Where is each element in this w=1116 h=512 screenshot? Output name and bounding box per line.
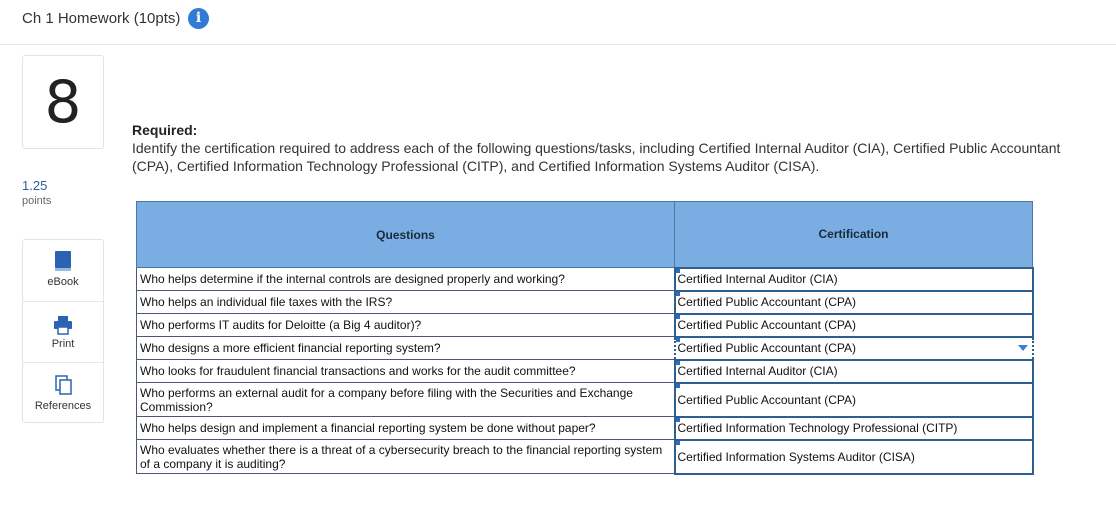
question-cell: Who helps an individual file taxes with the IRS?	[137, 291, 675, 314]
certification-table	[136, 201, 1034, 475]
table-row	[137, 337, 1033, 360]
question-cell: Who performs an external audit for a company before filing with the Securities and Exchange Commission?	[137, 383, 675, 417]
points-value: 1.25	[22, 178, 48, 193]
table-row	[137, 268, 1033, 291]
resource-tools	[22, 239, 104, 423]
question-cell: Who looks for fraudulent financial transactions and works for the audit committee?	[137, 360, 675, 383]
required-text: Identify the certification required to address each of the following questions/tasks, including Certified Internal Auditor (CIA), Certified Public Accountant (CPA), Certified Information Technology Professional (CITP), and Certified Information Systems Auditor (CISA).	[132, 140, 1061, 174]
questions-column-header: Questions	[137, 202, 675, 268]
info-circle-icon[interactable]: i	[188, 8, 209, 29]
print-label: Print	[51, 338, 75, 350]
question-cell: Who evaluates whether there is a threat of a cybersecurity breach to the financial reporting system of a company it is auditing?	[137, 440, 675, 474]
print-button[interactable]	[23, 301, 103, 362]
table-row	[137, 314, 1033, 337]
assignment-header	[0, 0, 1116, 45]
required-heading: Required:	[132, 122, 198, 138]
question-cell: Who performs IT audits for Deloitte (a Big 4 auditor)?	[137, 314, 675, 337]
table-row	[137, 440, 1033, 474]
table-header-row	[137, 202, 1033, 268]
certification-select[interactable]: Certified Public Accountant (CPA)	[675, 314, 1033, 337]
certification-select[interactable]: Certified Public Accountant (CPA)	[675, 291, 1033, 314]
chevron-down-icon[interactable]	[1018, 345, 1028, 351]
selected-value: Certified Public Accountant (CPA)	[677, 341, 857, 355]
printer-icon	[53, 315, 73, 335]
certification-column-header: Certification	[675, 202, 1033, 268]
points-label: points	[22, 195, 52, 207]
certification-select[interactable]: Certified Internal Auditor (CIA)	[675, 360, 1033, 383]
book-icon	[53, 250, 73, 272]
question-number: 8	[22, 55, 104, 149]
certification-select[interactable]: Certified Information Systems Auditor (CISA)	[675, 440, 1033, 474]
ebook-button[interactable]	[23, 240, 103, 301]
references-button[interactable]	[23, 362, 103, 423]
documents-icon	[53, 374, 73, 396]
certification-select-active[interactable]	[675, 337, 1033, 360]
table-row	[137, 360, 1033, 383]
question-cell: Who designs a more efficient financial reporting system?	[137, 337, 675, 360]
assignment-title: Ch 1 Homework (10pts)	[22, 10, 181, 27]
certification-select[interactable]: Certified Information Technology Professional (CITP)	[675, 417, 1033, 440]
instructions	[132, 121, 1072, 175]
question-cell: Who helps determine if the internal controls are designed properly and working?	[137, 268, 675, 291]
ebook-label: eBook	[47, 276, 79, 288]
certification-select[interactable]: Certified Public Accountant (CPA)	[675, 383, 1033, 417]
references-label: References	[34, 400, 92, 412]
table-row	[137, 383, 1033, 417]
certification-select[interactable]: Certified Internal Auditor (CIA)	[675, 268, 1033, 291]
table-row	[137, 417, 1033, 440]
question-cell: Who helps design and implement a financial reporting system be done without paper?	[137, 417, 675, 440]
table-row	[137, 291, 1033, 314]
